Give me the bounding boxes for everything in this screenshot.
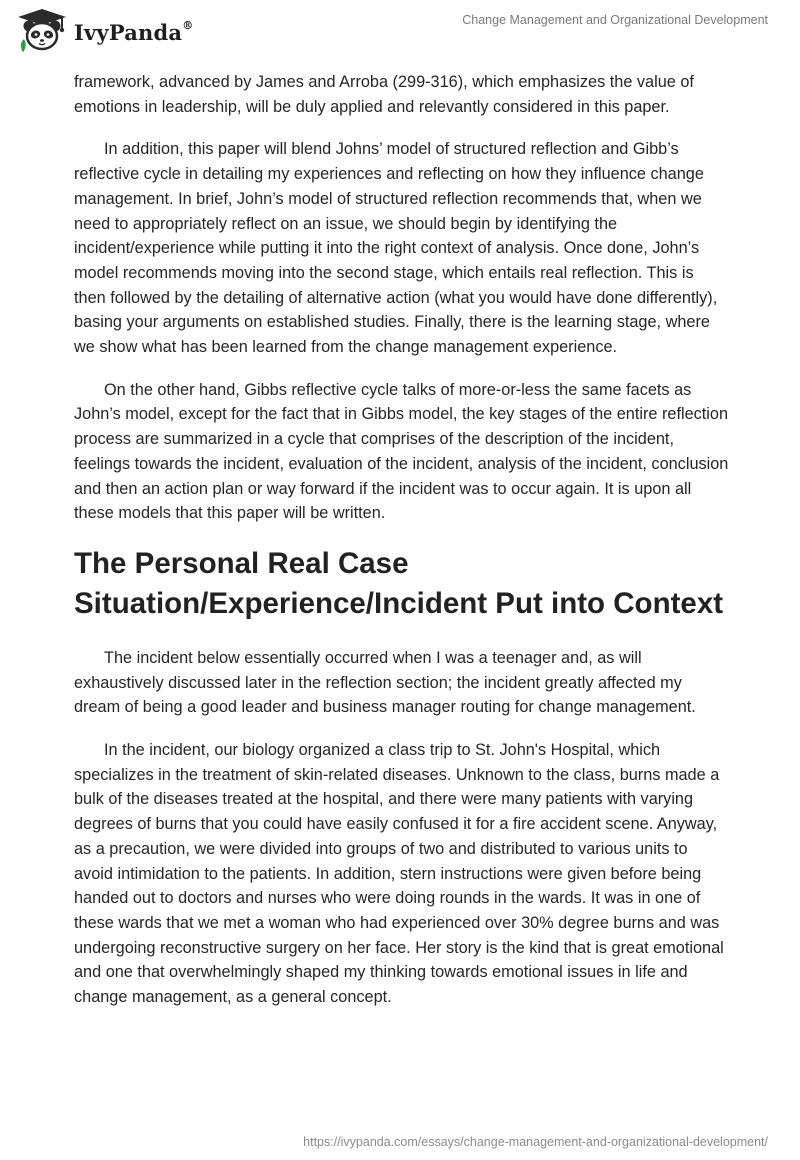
essay-body <box>74 70 729 1028</box>
paragraph: framework, advanced by James and Arroba (299-316), which emphasizes the value of emotions in leadership, will be duly applied and relevantly considered in this paper. <box>74 73 694 116</box>
paragraph: In addition, this paper will blend Johns’ model of structured reflection and Gibb’s reflective cycle in detailing my experiences and reflecting on how they influence change management. In brief, John’s model of structured reflection recommends that, when we need to appropriately reflect on an issue, we should begin by identifying the incident/experience while putting it into the right context of analysis. Once done, John’s model recommends moving into the second stage, which entails real reflection. This is then followed by the detailing of alternative action (what you would have done differently), basing your arguments on established studies. Finally, there is the learning stage, where we show what has been learned from the change management experience. <box>74 140 718 357</box>
running-title: Change Management and Organizational Development <box>462 13 768 27</box>
section-heading: The Personal Real Case Situation/Experience/Incident Put into Context <box>74 546 724 620</box>
panda-graduate-icon <box>14 6 70 54</box>
paragraph: On the other hand, Gibbs reflective cycle talks of more-or-less the same facets as John’s model, except for the fact that in Gibbs model, the key stages of the entire reflection process are summarized in a cycle that comprises of the description of the incident, feelings towards the incident, evaluation of the incident, analysis of the incident, conclusion and then an action plan or way forward if the incident was to occur again. It is upon all these models that this paper will be written. <box>74 380 729 523</box>
page-header <box>0 0 800 62</box>
paragraph: The incident below essentially occurred when I was a teenager and, as will exhaustively discussed later in the reflection section; the incident greatly affected my dream of being a good leader and business manager routing for change management. <box>74 648 696 717</box>
source-url[interactable]: https://ivypanda.com/essays/change-management-and-organizational-development/ <box>303 1135 768 1149</box>
logo-wordmark: IvyPanda® <box>74 18 194 45</box>
ivypanda-logo[interactable] <box>14 6 193 54</box>
paragraph: In the incident, our biology organized a class trip to St. John's Hospital, which specializes in the treatment of skin-related diseases. Unknown to the class, burns made a bulk of the diseases treated at the hospital, and there were many patients with varying degrees of burns that you could have easily confused it for a fire accident scene. Anyway, as a precaution, we were divided into groups of two and distributed to various units to avoid intimidation to the patients. In addition, stern instructions were given before being handed out to doctors and nurses who were doing rounds in the wards. It was in one of these wards that we met a woman who had experienced over 30% degree burns and was undergoing reconstructive surgery on her face. Her story is the kind that is great emotional and one that overwhelmingly shaped my thinking towards emotional issues in life and change management, as a general concept. <box>74 741 724 1007</box>
